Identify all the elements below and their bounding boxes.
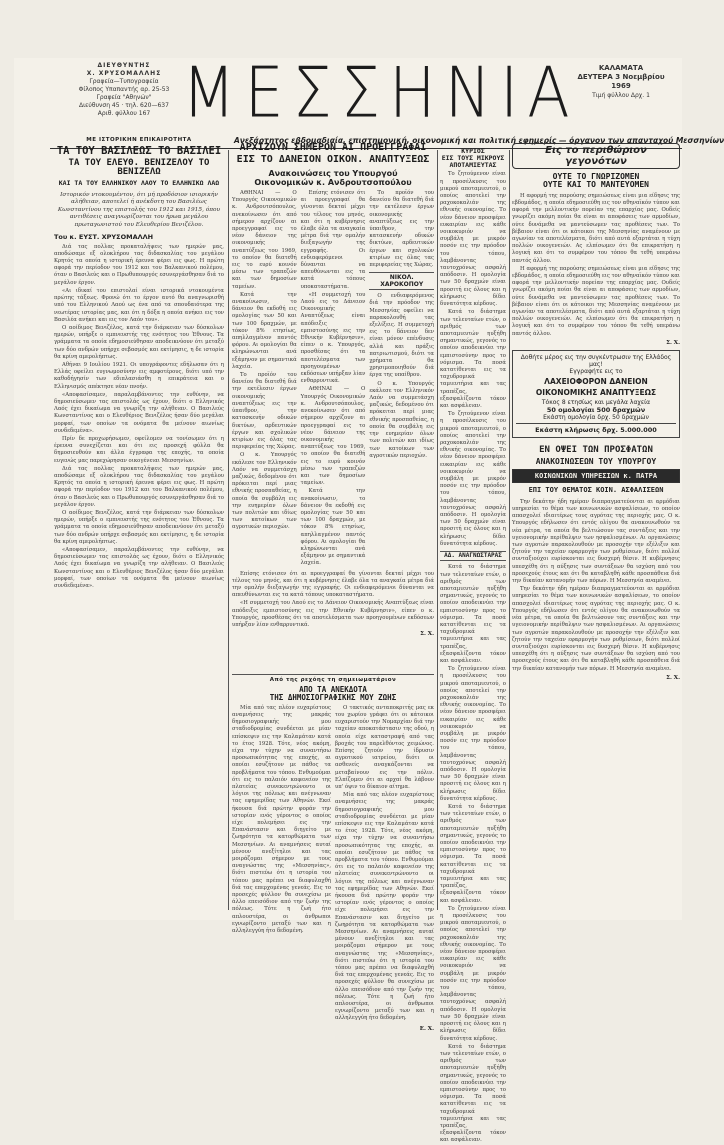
right-paragraph: Η αφορμή της παρούσης σημειώσεως είναι μια είδησις της εβδομάδος, η οποία εδημοσιεύθη εις τον αθηναϊκόν τύπον και αφορά την μελλοντικήν πορείαν της επαρχίας μας. Ουδείς γνωρίζει ακόμη ποίαι θα είναι αι αποφάσεις των αρμοδίων, ούτε δυνάμεθα να μαντεύσωμεν τας προθέσεις των. Το βέβαιον είναι ότι οι κάτοικοι της Μεσσηνίας αναμένουν με αγωνίαν τα αποτελέσματα, διότι από αυτά εξαρτάται η τύχη πολλών οικογενειών. Ας ελπίσωμεν ότι θα επικρατήση η λογική και ότι το συμφέρον του τόπου θα τεθή υπεράνω παντός άλλου. <box>512 192 680 264</box>
right2-text <box>512 499 680 673</box>
issue-year: 1969 <box>611 82 631 90</box>
right2-head-4: ΕΠΙ ΤΟΥ ΘΕΜΑΤΟΣ ΚΟΙΝ. ΑΣΦΑΛΙΣΕΩΝ <box>528 485 664 494</box>
center-col2-paragraph: Ο ενδιαφερόμενος διά την πρόοδον της Μεσσηνίας οφείλει να παρακολουθή τας εξελίξεις. Η συμμετοχή εις το δάνειον δεν είναι μόνον επένδυσις αλλά και πράξις πατριωτισμού, διότι τα χρήματα θα χρησιμοποιηθούν διά έργα της υπαίθρου. <box>369 293 435 379</box>
column-divider <box>228 150 229 910</box>
publisher-address: Φίλοπος Υπαπαντής αρ. 25-53 <box>78 86 170 93</box>
left-paragraph: Ο αοίδιμος Βενιζέλος, κατά την διάρκειαν των δύσκολων ημερών, υπήρξε ο εμπνευστής της ενότητος του Έθνους. Τα γράμματα τα οποία εδημοσιεύθησαν αποδεικνύουν ότι μεταξύ των δύο ανδρών υπήρχε σεβασμός και εκτίμησις, η δε ιστορία θα κρίνη αμερολήπτως. <box>54 509 224 545</box>
column-divider <box>509 150 510 910</box>
center-paragraph: Ο κ. Υπουργός εκάλεσε τον Ελληνικόν Λαόν να συμμετάσχη μαζικώς, δεδομένου ότι πρόκειται περί μιας εθνικής προσπαθείας, η οποία θα συμβάλη εις την ευημερίαν όλων των πολιτών και ιδίως των κατοίκων των αγροτικών περιοχών. <box>232 452 297 531</box>
athens-office: Γραφεία "Αθηνών" <box>96 94 152 101</box>
left-headline-1: ΤΑ ΤΟΥ ΒΑΣΙΛΕΩΣ ΤΟ ΒΑΣΙΛΕΙ <box>56 145 222 157</box>
right2-head-2: ΑΝΑΚΟΙΝΩΣΕΩΝ ΤΟΥ ΥΠΟΥΡΓΟΥ <box>535 456 657 466</box>
publisher-role: ΔΙΕΥΘΥΝΤΗΣ <box>97 62 151 69</box>
masthead-publisher-info <box>54 62 194 118</box>
bottom-head-2: ΤΗΣ ΔΗΜΟΣΙΟΓΡΑΦΙΚΗΣ ΜΟΥ ΖΩΗΣ <box>269 692 397 702</box>
narrow-column <box>440 147 506 1144</box>
publisher-offices: Γραφεία—Τυπογραφεία <box>89 78 159 85</box>
left-article-intro: Ιστορικόν ντοκουμέντον, ότι μή προδόσιον ισιορικήν αλήθειαν, αποτελεί ή ανέκδοτη του Βασιλέως Κωνσταντίνου της επιστολής του 1912 και 1915, όπου αντιθέσεις αναγνωρίζονται του ήρωα μεγάλου πρωταγωνιστού του Ελευθερίου Βενιζέλου. <box>57 191 221 229</box>
left-article-body <box>54 244 224 591</box>
tagline: Ανεξάρτητος εβδομαδιαία, επιστημονική, οικονομική και πολιτική εφημερίς — όργανον των απανταχού Μεσσηνίων <box>234 136 724 145</box>
center-article <box>232 143 434 673</box>
issue-number: Αριθ. φύλλου 167 <box>97 110 151 117</box>
narrow-paragraph: Το ζητούμενον είναι η προσέλκυσις του μικρού αποταμιευτού, ο οποίος αποτελεί την ραχοκοκαλιάν της εθνικής οικονομίας. Το νέον δάνειον προσφέρει ευκαιρίαν εις κάθε νοικοκυριόν να συμβάλη με μικρόν ποσόν εις την πρόοδον του τόπου, λαμβάνοντας ταυτοχρόνως ασφαλή απόδοσιν. Η ομολογία των 50 δραχμών είναι προσιτή εις όλους και η κλήρωσις δίδει δυνατότητα κέρδους. <box>440 411 506 547</box>
narrow-paragraph: Το ζητούμενον είναι η προσέλκυσις του μικρού αποταμιευτού, ο οποίος αποτελεί την ραχοκοκαλιάν της εθνικής οικονομίας. Το νέον δάνειον προσφέρει ευκαιρίαν εις κάθε νοικοκυριόν να συμβάλη με μικρόν ποσόν εις την πρόοδον του τόπου, λαμβάνοντας ταυτοχρόνως ασφαλή απόδοσιν. Η ομολογία των 50 δραχμών είναι προσιτή εις όλους και η κλήρωσις δίδει δυνατότητα κέρδους. <box>440 171 506 308</box>
center-paragraph: Το προϊόν του δανείου θα διατεθή διά την εκτέλεσιν έργων οικονομικής αναπτύξεως εις την ύπαιθρον, την κατασκευήν οδικών δικτύων, αρδευτικών έργων και σχολικών κτιρίων εις όλας τας περιφερείας της Χώρας. <box>369 190 435 269</box>
left-paragraph: «Αποφασίσαμεν, παραλαμβάνοντες την ευθύνην, να δημοσιεύσωμεν τας επιστολάς ως έχουν, διότι ο Ελληνικός Λαός έχει δικαίωμα να γνωρίζη την αλήθειαν. Ο Βασιλεύς Κωνσταντίνος και ο Ελευθέριος Βενιζέλος ήσαν δύο μεγάλαι μορφαί, των οποίων τα ονόματα θα μείνουν αιωνίως συνδεδεμένα». <box>54 391 224 434</box>
bottom-kicker: Από της ρεχόης τη σημειωματάριον <box>269 677 397 683</box>
left-paragraph: Διά τας πολλας προκαταλήψεις των ημερών μας, αποδώσαμε εξ ολοκλήρου τας διδασκαλίας του μεγάλου Κρητός τα οποία η ιστορική έρευνα φέρει εις φως. Η πρώτη αφορά την περίοδον του 1912 και του Βαλκανικού πολέμου, όταν ο Βασιλεύς και ο Πρωθυπουργός εσυνεργάσθησαν διά το μεγάλον έργον. <box>54 465 224 508</box>
publisher-name: Χ. ΧΡΥΣΟΜΑΛΛΗΣ <box>86 70 162 77</box>
left-paragraph: «Αι ιδικαί του επιστολαί είναι ιστορικά ντοκουμέντα πρώτης τάξεως. Φρονώ ότι το έργον αυτό θα αναγνωρισθή υπό του Ελληνικού Λαού ως ένα από τα σπουδαιότερα της νεωτέρας ιστορίας μας, και ότι η δόξα η οποία ανήκει εις τον Βασιλέα ανήκει και εις τον Λαόν του». <box>54 287 224 323</box>
bottom-head-1: ΑΠΟ ΤΑ ΑΝΕΚΔΟΤΑ <box>299 685 367 694</box>
left-article <box>54 137 224 907</box>
ad-line-2a: Εγγραφήτε εις το <box>569 367 623 375</box>
bottom-signature: Ε. Χ. <box>419 1025 434 1032</box>
center-paragraph: Το προϊόν του δανείου θα διατεθή διά την εκτέλεσιν έργων οικονομικής αναπτύξεως εις την ύπαιθρον, την κατασκευήν οδικών δικτύων, αρδευτικών έργων και σχολικών κτιρίων εις όλας τας περιφερείας της Χώρας. <box>232 372 297 451</box>
newspaper-title: ΜΕΣΣΗΝΙΑ <box>182 51 579 134</box>
right2-head-3: ΚΟΙΝΩΝΙΚΩΝ ΥΠΗΡΕΣΙΩΝ κ. ΠΑΤΡΑ <box>512 469 680 483</box>
center-article-tail <box>232 571 434 630</box>
narrow-paragraph: Κατά το διάστημα των τελευταίων ετών, ο αριθμός των αποταμιευτών ηυξήθη σημαντικώς, γεγονός το οποίον αποδεικνύει την εμπιστοσύνην προς το νόμισμα. Τα ποσά κατατίθενται εις τα ταχυδρομικά ταμιευτήρια και τας τραπέζας, εξασφαλίζοντα τόκον και ασφάλειαν. <box>440 564 506 664</box>
bottom-center-article <box>232 674 434 1032</box>
left-paragraph: Διά τας πολλας προκαταλήψεις των ημερών μας, αποδώσαμε εξ ολοκλήρου τας διδασκαλίας του μεγάλου Κρητός τα οποία η ιστορική έρευνα φέρει εις φως. Η πρώτη αφορά την περίοδον του 1912 και του Βαλκανικού πολέμου, όταν ο Βασιλεύς και ο Πρωθυπουργός εσυνεργάσθησαν διά το μεγάλον έργον. <box>54 243 224 286</box>
center-paragraph: ΑΘΗΝΑΙ — Ο Υπουργός Οικονομικών κ. Ανδρουτσόπουλος, ανεκοίνωσεν ότι από σήμερον αρχίζουν αι προεγγραφαί εις το νέον δάνειον της οικονομικής αναπτύξεως του 1969, το οποίον θα διατεθή εις το ευρύ κοινόν μέσω των τραπεζών και των δημοσίων ταμείων. <box>300 386 366 487</box>
center-paragraph: ΑΘΗΝΑΙ — Ο Υπουργός Οικονομικών κ. Ανδρουτσόπουλος, ανεκοίνωσεν ότι από σήμερον αρχίζουν αι προεγγραφαί εις το νέον δάνειον της οικονομικής αναπτύξεως του 1969, το οποίον θα διατεθή εις το ευρύ κοινόν μέσω των τραπεζών και των δημοσίων ταμείων. <box>232 190 297 290</box>
center-col-b <box>301 190 366 569</box>
ad-line-2c: ΟΙΚΟΝΟΜΙΚΗΣ ΑΝΑΠΤΥΞΕΩΣ <box>535 387 657 397</box>
narrow-head-b: ΑΔ. ΑΝΑΓΝΩΣΤΑΡΑΣ <box>440 551 506 561</box>
bottom-col-b <box>335 705 434 1024</box>
narrow-text-b <box>440 564 506 1144</box>
narrow-text <box>440 171 506 548</box>
ad-line-5: Εκάστη ομολογία δρχ. 50 δραχμών <box>543 413 649 421</box>
center-paragraph: Κατά την ανακοίνωσιν, το δάνειον θα εκδοθή εις ομολογίας των 50 και των 100 δραχμών, με τόκον 8% ετησίως, απηλλαγμένον παντός φόρου. Αι ομολογίαι θα κληρώνωνται ανά εξάμηνον με σημαντικά λαχεία. <box>300 488 366 567</box>
right-article <box>512 143 680 913</box>
left-article-kicker: ΜΕ ΙΣΤΟΡΙΚΗΝ ΕΠΙΚΑΙΡΟΤΗΤΑ <box>86 137 192 143</box>
center-col-c-text <box>369 190 434 269</box>
narrow-paragraph: Το ζητούμενον είναι η προσέλκυσις του μικρού αποταμιευτού, ο οποίος αποτελεί την ραχοκοκαλιάν της εθνικής οικονομίας. Το νέον δάνειον προσφέρει ευκαιρίαν εις κάθε νοικοκυριόν να συμβάλη με μικρόν ποσόν εις την πρόοδον του τόπου, λαμβάνοντας ταυτοχρόνως ασφαλή απόδοσιν. Η ομολογία των 50 δραχμών είναι προσιτή εις όλους και η κλήρωσις δίδει δυνατότητα κέρδους. <box>440 905 506 1042</box>
center-paragraph: Επίσης ετόνισεν ότι αι προεγγραφαί θα γίνονται δεκταί μέχρι του τέλους του μηνός, και ότι η κυβέρνησις έλαβε όλα τα αναγκαία μέτρα διά την ομαλήν διεξαγωγήν της εγγραφής. Οι ενδιαφερόμενοι δύνανται να απευθύνωνται εις τα κατά τόπους υποκαταστήματα. <box>300 190 366 290</box>
narrow-paragraph: Κατά το διάστημα των τελευταίων ετών, ο αριθμός των αποταμιευτών ηυξήθη σημαντικώς, γεγονός το οποίον αποδεικνύει την εμπιστοσύνην προς το νόμισμα. Τα ποσά κατατίθενται εις τα ταχυδρομικά ταμιευτήρια και τας τραπέζας, εξασφαλίζοντα τόκον και ασφάλειαν. <box>440 804 506 904</box>
center-article-signature: Σ. Χ. <box>420 631 434 638</box>
right-article-text <box>512 193 680 338</box>
left-paragraph: Αθήναι 9 Ιουλίου 1921. Οι υπογράφοντες εδήλωσαν ότι η Ελλάς οφείλει ευγνωμοσύνην εις αμφοτέρους, διότι υπό την καθοδήγησίν των εδιπλασιάσθη η επικράτεια και ο Ελληνισμός απέκτησε νέαν πνοήν. <box>54 361 224 390</box>
left-article-byline: Του κ. ΕΥΣΤ. ΧΡΥΣΟΜΑΛΛΗ <box>54 232 154 241</box>
center-headline-1: ΑΡΧΙΖΟΥΝ ΣΗΜΕΡΟΝ ΑΙ ΠΡΟΕΓΓΡΑΦΑΙ <box>239 142 427 153</box>
athens-address: Διεύθυνση 45 · τηλ. 620—637 <box>79 102 169 109</box>
left-headline-2: ΤΑ ΤΟΥ ΕΛΕΥΘ. ΒΕΝΙΖΕΛΟΥ ΤΟ ΒΕΝΙΖΕΛΩ <box>68 158 210 178</box>
bottom-paragraph: Μία από τας πλέον ευχαρίστους αναμνήσεις της μακράς δημοσιογραφικής μου σταδιοδρομίας συνδέεται με μίαν επίσκεψιν εις την Καλαμάταν κατά το έτος 1928. Τότε, νέος ακόμη, είχα την τύχην να συναντήσω προσωπικότητας της εποχής, αι οποίαι εσυζήτουν με πάθος τα προβλήματα του τόπου. Ενθυμούμαι ότι εις το παλαιόν καφενείον της πλατείας συνεκεντρώνοντο οι λόγιοι της πόλεως και ανέγνωναν τας εφημερίδας των Αθηνών. Εκεί ήκουσα διά πρώτην φοράν την ιστορίαν ενός γέροντος ο οποίος είχε πολεμήσει εις την Επανάστασιν και διηγείτο με ζωηρότητα τα κατορθώματα των Μεσσηνίων. Αι αναμνήσεις αυταί μένουν ανεξίτηλοι και τας μοιράζομαι σήμερον με τους αναγνώστας της «Μεσσηνίας», διότι πιστεύω ότι η ιστορία του τόπου μας πρέπει να διαφυλαχθή διά τας επερχομένας γενεάς. Εις το προσεχές φύλλον θα συνεχίσω με άλλο επεισόδιον από την ζωήν της πόλεως. Τότε η ζωή ήτο απλουστέρα, οι άνθρωποι εγνωρίζοντο μεταξύ των και η αλληλεγγύη ήτο δεδομένη. <box>232 704 331 935</box>
center-col-a <box>232 190 297 569</box>
center-paragraph: «Η συμμετοχή του Λαού εις το Δάνειον Οικονομικής Αναπτύξεως είναι απόδειξις εμπιστοσύνης εις την Εθνικήν Κυβέρνησιν», είπεν ο κ. Υπουργός, προσθέσας ότι τα αποτελέσματα των προηγουμένων εκδόσεων υπήρξαν λίαν ενθαρρυντικά. <box>232 600 434 628</box>
right-paragraph: Η αφορμή της παρούσης σημειώσεως είναι μια είδησις της εβδομάδος, η οποία εδημοσιεύθη εις τον αθηναϊκόν τύπον και αφορά την μελλοντικήν πορείαν της επαρχίας μας. Ουδείς γνωρίζει ακόμη ποίαι θα είναι αι αποφάσεις των αρμοδίων, ούτε δυνάμεθα να μαντεύσωμεν τας προθέσεις των. Το βέβαιον είναι ότι οι κάτοικοι της Μεσσηνίας αναμένουν με αγωνίαν τα αποτελέσματα, διότι από αυτά εξαρτάται η τύχη πολλών οικογενειών. Ας ελπίσωμεν ότι θα επικρατήση η λογική και ότι το συμφέρον του τόπου θα τεθή υπεράνω παντός άλλου. <box>512 265 680 337</box>
ad-line-6: Εκάστη κλήρωσις δρχ. 5.000.000 <box>516 423 676 434</box>
narrow-head-3: ΑΠΟΤΑΜΙΕΥΤΑΣ <box>449 160 497 169</box>
center-col2-text <box>369 293 434 460</box>
ad-line-2b: ΛΑΧΕΙΟΦΟΡΟΝ ΔΑΝΕΙΟΝ <box>544 376 648 386</box>
center-subhead-2: Οικονομικών κ. Ανδρουτσοπούλου <box>254 178 412 187</box>
issue-price: Τιμή φύλλου Δρχ. 1 <box>592 92 650 99</box>
narrow-paragraph: Το ζητούμενον είναι η προσέλκυσις του μικρού αποταμιευτού, ο οποίος αποτελεί την ραχοκοκαλιάν της εθνικής οικονομίας. Το νέον δάνειον προσφέρει ευκαιρίαν εις κάθε νοικοκυριόν να συμβάλη με μικρόν ποσόν εις την πρόοδον του τόπου, λαμβάνοντας ταυτοχρόνως ασφαλή απόδοσιν. Η ομολογία των 50 δραχμών είναι προσιτή εις όλους και η κλήρωσις δίδει δυνατότητα κέρδους. <box>440 666 506 802</box>
column-divider <box>437 150 438 910</box>
center-paragraph: Επίσης ετόνισεν ότι αι προεγγραφαί θα γίνονται δεκταί μέχρι του τέλους του μηνός, και ότι η κυβέρνησις έλαβε όλα τα αναγκαία μέτρα διά την ομαλήν διεξαγωγήν της εγγραφής. Οι ενδιαφερόμενοι δύνανται να απευθύνωνται εις τα κατά τόπους υποκαταστήματα. <box>232 570 434 599</box>
narrow-paragraph: Κατά το διάστημα των τελευταίων ετών, ο αριθμός των αποταμιευτών ηυξήθη σημαντικώς, γεγονός το οποίον αποδεικνύει την εμπιστοσύνην προς το νόμισμα. Τα ποσά κατατίθενται εις τα ταχυδρομικά ταμιευτήρια και τας τραπέζας, εξασφαλίζοντα τόκον και ασφάλειαν. <box>440 309 506 409</box>
center-subhead-1: Ανακοινώσεις του Υπουργού <box>268 169 398 178</box>
narrow-head-1: ΚΥΡΙΟΣ <box>461 147 485 155</box>
masthead-date-info <box>566 64 676 100</box>
bottom-paragraph: Ο τακτικός ανταποκριτής μας εκ του χωρίου γράφει ότι οι κάτοικοι ευχαριστούν την Νομαρχίαν διά την ταχείαν αποκατάστασιν της οδού, η οποία είχε καταστραφή από τας βροχάς του παρελθόντος χειμώνος. Επίσης ζητούν την ίδρυσιν αγροτικού ιατρείου, διότι οι ασθενείς αναγκάζονται να μεταβαίνουν εις την πόλιν. Ελπίζομεν ότι αι αρχαί θα λάβουν υπ' όψιν το δίκαιον αίτημα. <box>335 704 434 790</box>
left-paragraph: Πρίν δε προχωρήσωμεν, οφείλομεν να τονίσωμεν ότι η έρευνα συνεχίζεται και ότι εις προσεχή φύλλα θα δημοσιευθούν και άλλα έγγραφα της εποχής, τα οποία ευγενώς μας παρεχώρησαν οικογένειαι Μεσσηνίων. <box>54 435 224 464</box>
right-head-1: ΟΥΤΕ ΤΟ ΓΝΩΡΙΖΟΜΕΝ <box>552 172 640 181</box>
ad-line-3: Τόκος 8 ετησίως και μεγάλα λαχεία <box>541 398 651 406</box>
center-paragraph: Ο κ. Υπουργός εκάλεσε τον Ελληνικόν Λαόν να συμμετάσχη μαζικώς, δεδομένου ότι πρόκειται περί μιας εθνικής προσπαθείας, η οποία θα συμβάλη εις την ευημερίαν όλων των πολιτών και ιδίως των κατοίκων των αγροτικών περιοχών. <box>369 380 435 459</box>
right2-signature: Σ. Χ. <box>666 674 680 681</box>
ad-line-1: Δοθήτε μέρος εις την συγκέντρωσιν της Ελλάδος μας! <box>520 353 672 368</box>
right-head-2: ΟΥΤΕ ΚΑΙ ΤΟ ΜΑΝΤΕΥΟΜΕΝ <box>543 180 649 190</box>
right-rubric: Εις το περιθώριον γεγονότων <box>512 143 680 169</box>
loan-advertisement <box>512 350 680 438</box>
narrow-head-2: ΕΙΣ ΤΟΥΣ ΜΙΚΡΟΥΣ <box>441 153 505 162</box>
bottom-paragraph: Μία από τας πλέον ευχαρίστους αναμνήσεις της μακράς δημοσιογραφικής μου σταδιοδρομίας συνδέεται με μίαν επίσκεψιν εις την Καλαμάταν κατά το έτος 1928. Τότε, νέος ακόμη, είχα την τύχην να συναντήσω προσωπικότητας της εποχής, αι οποίαι εσυζήτουν με πάθος τα προβλήματα του τόπου. Ενθυμούμαι ότι εις το παλαιόν καφενείον της πλατείας συνεκεντρώνοντο οι λόγιοι της πόλεως και ανέγνωναν τας εφημερίδας των Αθηνών. Εκεί ήκουσα διά πρώτην φοράν την ιστορίαν ενός γέροντος ο οποίος είχε πολεμήσει εις την Επανάστασιν και διηγείτο με ζωηρότητα τα κατορθώματα των Μεσσηνίων. Αι αναμνήσεις αυταί μένουν ανεξίτηλοι και τας μοιράζομαι σήμερον με τους αναγνώστας της «Μεσσηνίας», διότι πιστεύω ότι η ιστορία του τόπου μας πρέπει να διαφυλαχθή διά τας επερχομένας γενεάς. Εις το προσεχές φύλλον θα συνεχίσω με άλλο επεισόδιον από την ζωήν της πόλεως. Τότε η ζωή ήτο απλουστέρα, οι άνθρωποι εγνωρίζοντο μεταξύ των και η αλληλεγγύη ήτο δεδομένη. <box>335 792 434 1022</box>
center-headline-2: ΕΙΣ ΤΟ ΔΑΝΕΙΟΝ ΟΙΚΟΝ. ΑΝΑΠΤΥΞΕΩΣ <box>236 153 430 165</box>
ad-line-4: 50 ομολογίαι 500 δραχμών <box>546 405 646 414</box>
issue-date: ΔΕΥΤΕΡΑ 3 Νοεμβρίου <box>577 73 665 81</box>
left-paragraph: Ο αοίδιμος Βενιζέλος, κατά την διάρκειαν των δύσκολων ημερών, υπήρξε ο εμπνευστής της ενότητος του Έθνους. Τα γράμματα τα οποία εδημοσιεύθησαν αποδεικνύουν ότι μεταξύ των δύο ανδρών υπήρχε σεβασμός και εκτίμησις, η δε ιστορία θα κρίνη αμερολήπτως. <box>54 324 224 360</box>
center-paragraph: Κατά την ανακοίνωσιν, το δάνειον θα εκδοθή εις ομολογίας των 50 και των 100 δραχμών, με τόκον 8% ετησίως, απηλλαγμένον παντός φόρου. Αι ομολογίαι θα κληρώνωνται ανά εξάμηνον με σημαντικά λαχεία. <box>232 291 297 370</box>
right2-head-1: ΕΝ ΟΨΕΙ ΤΩΝ ΠΡΟΣΦΑΤΩΝ <box>539 444 653 455</box>
left-paragraph: «Αποφασίσαμεν, παραλαμβάνοντες την ευθύνην, να δημοσιεύσωμεν τας επιστολάς ως έχουν, διότι ο Ελληνικός Λαός έχει δικαίωμα να γνωρίζη την αλήθειαν. Ο Βασιλεύς Κωνσταντίνος και ο Ελευθέριος Βενιζέλος ήσαν δύο μεγάλαι μορφαί, των οποίων τα ονόματα θα μείνουν αιωνίως συνδεδεμένα». <box>54 547 224 590</box>
right-article-signature: Σ. Χ. <box>666 339 680 346</box>
right2-paragraph: Την δεκάτην ήδη ημέραν διαπραγματεύονται αι αρμόδιαι υπηρεσίαι το θέμα των κοινωνικών ασφαλίσεων, το οποίον απασχολεί ιδιαιτέρως τους αγρότας της περιοχής μας. Ο κ. Υπουργός εδήλωσεν ότι εντός ολίγου θα ανακοινωθούν τα νέα μέτρα, τα οποία θα βελτιώσουν τας συντάξεις και την υγειονομικήν περίθαλψιν των ησφαλισμένων. Αι οργανώσεις των αγροτών παρακολουθούν με προσοχήν την εξέλιξιν και ζητούν την ταχείαν εφαρμογήν των ρυθμίσεων, διότι πολλοί συνταξιούχοι ευρίσκονται εις δυσχερή θέσιν. Η κυβέρνησις υπεσχέθη ότι η αύξησις των συντάξεων θα ισχύση από του προσεχούς έτους και ότι θα καταβληθή κάθε προσπάθεια διά την δικαίαν κατανομήν των πόρων. Η Μεσσηνία αναμένει. <box>512 586 680 672</box>
center-paragraph: «Η συμμετοχή του Λαού εις το Δάνειον Οικονομικής Αναπτύξεως είναι απόδειξις εμπιστοσύνης εις την Εθνικήν Κυβέρνησιν», είπεν ο κ. Υπουργός, προσθέσας ότι τα αποτελέσματα των προηγουμένων εκδόσεων υπήρξαν λίαν ενθαρρυντικά. <box>300 291 366 385</box>
center-col2-head: ΝΙΚΟΛ. ΧΑΡΟΚΟΠΟΥ <box>369 272 434 290</box>
right2-paragraph: Την δεκάτην ήδη ημέραν διαπραγματεύονται αι αρμόδιαι υπηρεσίαι το θέμα των κοινωνικών ασφαλίσεων, το οποίον απασχολεί ιδιαιτέρως τους αγρότας της περιοχής μας. Ο κ. Υπουργός εδήλωσεν ότι εντός ολίγου θα ανακοινωθούν τα νέα μέτρα, τα οποία θα βελτιώσουν τας συντάξεις και την υγειονομικήν περίθαλψιν των ησφαλισμένων. Αι οργανώσεις των αγροτών παρακολουθούν με προσοχήν την εξέλιξιν και ζητούν την ταχείαν εφαρμογήν των ρυθμίσεων, διότι πολλοί συνταξιούχοι ευρίσκονται εις δυσχερή θέσιν. Η κυβέρνησις υπεσχέθη ότι η αύξησις των συντάξεων θα ισχύση από του προσεχούς έτους και ότι θα καταβληθή κάθε προσπάθεια διά την δικαίαν κατανομήν των πόρων. Η Μεσσηνία αναμένει. <box>512 498 680 585</box>
city: ΚΑΛΑΜΑΤΑ <box>598 64 644 72</box>
bottom-col-a <box>232 705 331 1024</box>
left-headline-3: ΚΑΙ ΤΑ ΤΟΥ ΕΛΛΗΝΙΚΟΥ ΛΑΟΥ ΤΟ ΕΛΛΗΝΙΚΩ ΛΑΩ <box>58 178 220 187</box>
center-col-c <box>369 190 434 569</box>
narrow-paragraph: Κατά το διάστημα των τελευταίων ετών, ο αριθμός των αποταμιευτών ηυξήθη σημαντικώς, γεγονός το οποίον αποδεικνύει την εμπιστοσύνην προς το νόμισμα. Τα ποσά κατατίθενται εις τα ταχυδρομικά ταμιευτήρια και τας τραπέζας, εξασφαλίζοντα τόκον και ασφάλειαν. <box>440 1043 506 1144</box>
